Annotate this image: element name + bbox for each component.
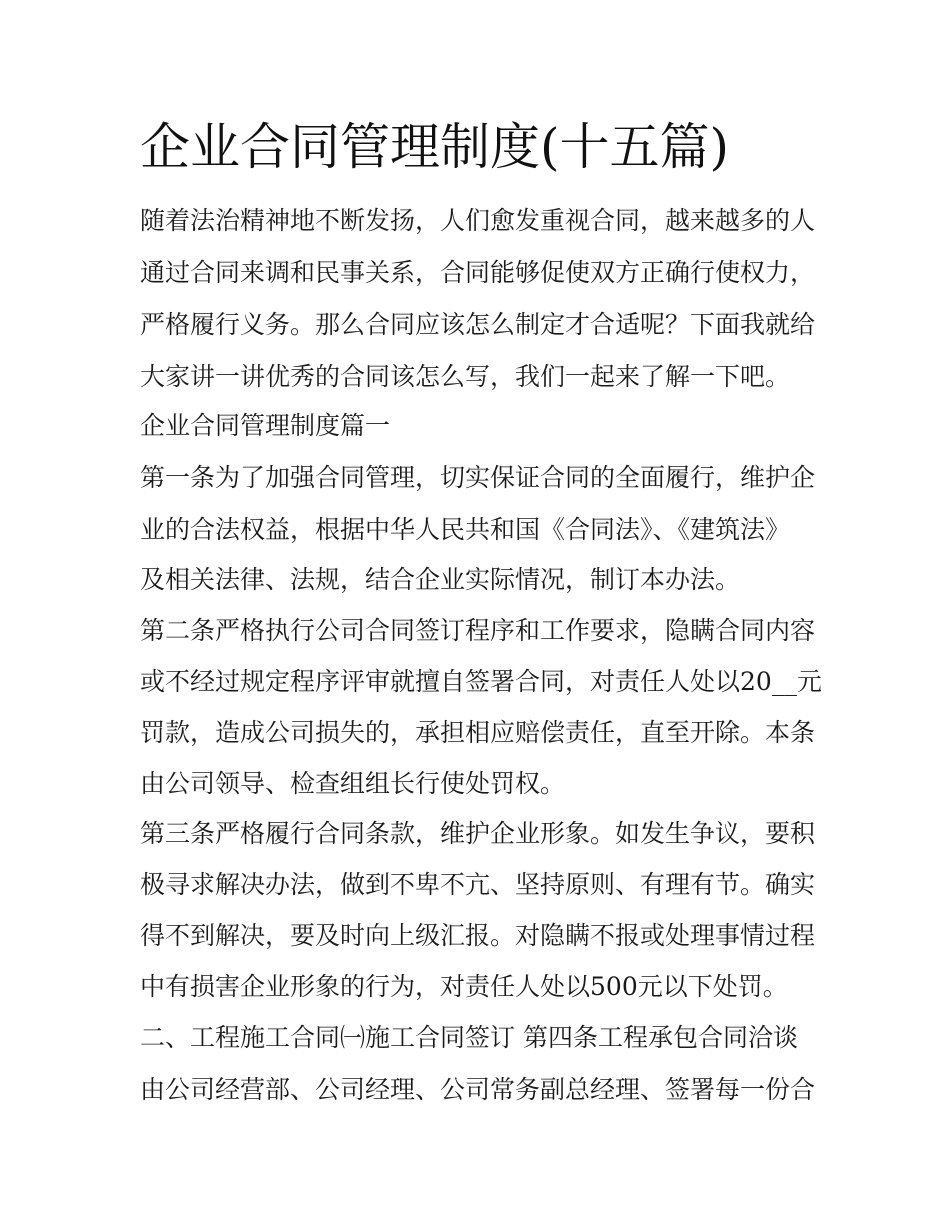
text-line-section-2a: 二、工程施工合同㈠施工合同签订 第四条工程承包合同洽谈: [140, 1023, 798, 1052]
text-line-article-1b: 业的合法权益，根据中华人民共和国《合同法》、《建筑法》: [140, 515, 791, 544]
text-line-article-1a: 第一条为了加强合同管理，切实保证合同的全面履行，维护企: [140, 463, 816, 492]
text-line-intro-1: 随着法治精神地不断发扬，人们愈发重视合同，越来越多的人: [140, 206, 816, 235]
text-line-article-1c: 及相关法律、法规，结合企业实际情况，制订本办法。: [140, 565, 741, 594]
text-line-article-3a: 第三条严格履行合同条款，维护企业形象。如发生争议，要积: [140, 819, 816, 848]
text-line-intro-4: 大家讲一讲优秀的合同该怎么写，我们一起来了解一下吧。: [140, 362, 791, 391]
text-line-article-2d: 由公司领导、检查组组长行使处罚权。: [140, 769, 566, 798]
text-line-article-3c: 得不到解决，要及时向上级汇报。对隐瞒不报或处理事情过程: [140, 921, 816, 950]
text-line-intro-3: 严格履行义务。那么合同应该怎么制定才合适呢？下面我就给: [140, 310, 816, 339]
text-line-article-3d: 中有损害企业形象的行为，对责任人处以500元以下处罚。: [140, 972, 788, 1001]
text-line-article-2a: 第二条严格执行公司合同签订程序和工作要求，隐瞒合同内容: [140, 616, 816, 645]
document-title: 企业合同管理制度(十五篇): [140, 118, 730, 176]
text-line-article-2c: 罚款，造成公司损失的，承担相应赔偿责任，直至开除。本条: [140, 718, 816, 747]
text-line-intro-2: 通过合同来调和民事关系，合同能够促使双方正确行使权力，: [140, 258, 816, 287]
section-heading: 企业合同管理制度篇一: [140, 411, 391, 440]
text-line-article-2b: 或不经过规定程序评审就擅自签署合同，对责任人处以20__元: [140, 667, 822, 696]
text-line-article-3b: 极寻求解决办法，做到不卑不亢、坚持原则、有理有节。确实: [140, 870, 816, 899]
text-line-section-2b: 由公司经营部、公司经理、公司常务副总经理、签署每一份合: [140, 1075, 816, 1104]
